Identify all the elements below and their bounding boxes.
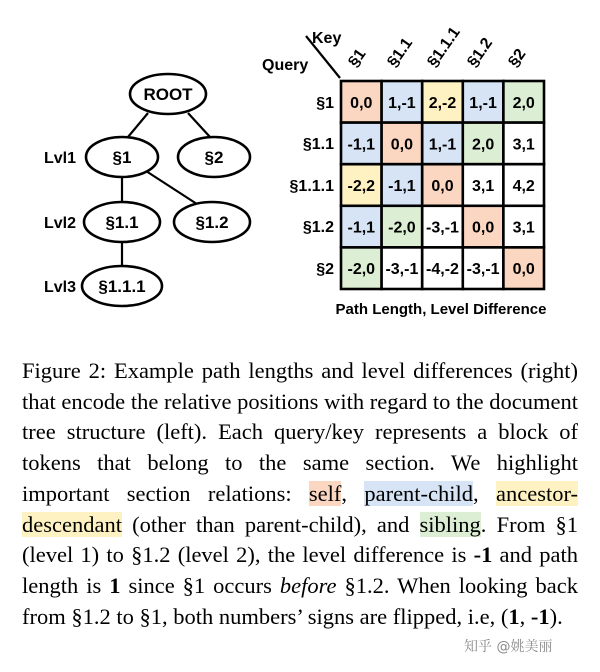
highlight-ancestor-descendant: ancestor-descendant — [22, 480, 579, 537]
matrix-cell — [463, 247, 504, 289]
caption-bold-level-diff: -1 — [473, 542, 493, 568]
matrix-cell-value: -1,1 — [347, 136, 376, 154]
matrix-cell — [463, 206, 504, 248]
matrix-cell-value: 1,-1 — [388, 94, 416, 112]
tree-node-s2 — [178, 137, 250, 177]
matrix-cell-value: 3,1 — [512, 219, 535, 237]
tree-node-s1 — [86, 137, 158, 177]
matrix-cell-value: -1,1 — [347, 219, 376, 237]
matrix-cell-value: 1,-1 — [428, 136, 457, 154]
tree-nodes — [82, 74, 250, 306]
matrix-cell — [463, 123, 504, 165]
level-label-3: Lvl3 — [44, 279, 77, 296]
matrix-cell-value: 2,0 — [512, 94, 535, 112]
matrix-cell — [503, 164, 544, 206]
level-label-1: Lvl1 — [44, 150, 77, 167]
caption-text-7: , — [519, 603, 531, 629]
matrix-cell — [463, 164, 504, 206]
caption-bold-flipped-1: 1 — [508, 603, 520, 629]
tree-node-s12-label: §1.2 — [195, 213, 229, 232]
row-header: §2 — [316, 261, 334, 278]
level-label-2: Lvl2 — [44, 215, 77, 232]
tree-node-s111-label: §1.1.1 — [98, 277, 146, 296]
matrix-cell-value: -1,1 — [388, 178, 416, 195]
column-header: §1.2 — [464, 35, 497, 71]
matrix-cell-value: 4,2 — [512, 178, 535, 195]
caption-paragraph — [22, 356, 578, 632]
tree-node-root — [130, 74, 206, 114]
column-header: §1 — [345, 45, 370, 71]
caption-text-4: and path length is — [22, 542, 578, 598]
row-header: §1.1 — [302, 136, 334, 153]
matrix-corner — [262, 30, 341, 78]
matrix-cell-value: -2,0 — [347, 261, 376, 279]
caption-text-8: ). — [549, 603, 563, 629]
corner-key-label: Key — [312, 30, 342, 47]
matrix-cell — [422, 247, 463, 289]
matrix-cell-value: 2,-2 — [428, 94, 457, 112]
row-header: §1 — [316, 95, 334, 112]
caption-bold-flipped-2: -1 — [530, 603, 550, 629]
tree-node-s111 — [82, 266, 162, 306]
matrix-cell — [463, 81, 504, 123]
matrix-cells — [341, 81, 544, 289]
matrix-cell-value: 3,1 — [512, 136, 535, 154]
edge-root-s2 — [188, 113, 210, 137]
highlight-sibling: sibling — [419, 511, 481, 537]
matrix-cell — [382, 247, 423, 289]
matrix-cell-value: -2,2 — [347, 178, 376, 195]
matrix-cell — [503, 247, 544, 289]
highlight-self: self — [308, 480, 342, 506]
caption-text-6: §1.2. When looking back from §1.2 to §1, both numbers’ signs are flipped, i.e, ( — [22, 572, 578, 629]
matrix-cell — [503, 123, 544, 165]
row-header: §1.1.1 — [289, 178, 334, 195]
caption-text-5: since §1 occurs — [120, 572, 280, 598]
matrix-row-headers — [290, 95, 335, 278]
highlight-parent-child: parent-child — [364, 480, 474, 506]
matrix-caption: Path Length, Level Difference — [335, 301, 547, 318]
matrix-cell-value: 0,0 — [350, 94, 373, 112]
matrix-cell-value: 0,0 — [512, 261, 535, 279]
matrix-cell — [382, 206, 423, 248]
caption-bold-path-length: 1 — [109, 572, 121, 598]
matrix-cell-value: -3,-1 — [466, 261, 500, 279]
matrix-column-headers — [345, 24, 529, 70]
caption-text-2: (other than parent-child), and — [121, 511, 420, 537]
figure-2 — [0, 0, 600, 330]
matrix-cell-value: 0,0 — [431, 178, 454, 195]
edge-root-s1 — [128, 113, 148, 137]
matrix-cell — [341, 81, 382, 123]
tree-node-s11-label: §1.1 — [105, 213, 139, 232]
matrix-cell-value: -4,-2 — [426, 261, 459, 279]
caption-sep-1: , — [341, 480, 365, 506]
caption-sep-2: , — [473, 480, 496, 506]
matrix-cell-value: -3,-1 — [426, 219, 459, 237]
figure-caption — [22, 356, 578, 632]
caption-text-1: Figure 2: Example path lengths and level differences (right) that encode the relative positions with regard to the document tree structure (left). Each query/key represents a block of tokens that belong to the same section. We highlight important section relations: — [22, 358, 578, 506]
tree-node-s12 — [174, 202, 250, 242]
matrix-cell-value: 1,-1 — [469, 94, 497, 112]
matrix-cell — [503, 206, 544, 248]
tree-node-s2-label: §2 — [204, 148, 224, 167]
matrix-cell — [382, 123, 423, 165]
matrix-cell-value: -3,-1 — [385, 261, 419, 279]
matrix-cell — [422, 81, 463, 123]
watermark: 知乎 @姚美丽 — [464, 639, 553, 655]
caption-text-3: . From §1 (level 1) to §1.2 (level 2), the level difference is — [22, 511, 578, 568]
level-labels — [44, 150, 76, 296]
matrix-cell-value: 0,0 — [390, 136, 414, 154]
matrix-cell-value: 0,0 — [471, 219, 495, 237]
row-header: §1.2 — [302, 219, 334, 236]
tree-node-s11 — [84, 202, 160, 242]
tree-node-s1-label: §1 — [112, 148, 132, 167]
matrix-cell-value: 3,1 — [471, 178, 495, 195]
matrix-cell — [422, 123, 463, 165]
matrix-cell — [341, 206, 382, 248]
column-header: §1.1 — [384, 35, 417, 71]
corner-query-label: Query — [262, 57, 309, 74]
caption-emphasis-before: before — [279, 572, 337, 598]
matrix-cell — [382, 164, 423, 206]
matrix-cell-value: -2,0 — [388, 219, 416, 237]
matrix-cell-value: 2,0 — [471, 136, 495, 154]
column-header: §1.1.1 — [424, 24, 464, 71]
matrix-cell — [503, 81, 544, 123]
column-header: §2 — [505, 45, 530, 71]
matrix-cell — [422, 164, 463, 206]
matrix-cell — [341, 247, 382, 289]
matrix-cell — [422, 206, 463, 248]
matrix-cell — [341, 164, 382, 206]
edge-s1-s12 — [146, 171, 200, 206]
tree-edges — [122, 113, 210, 266]
tree-node-root-label: ROOT — [143, 85, 193, 104]
matrix-cell — [382, 81, 423, 123]
matrix-cell — [341, 123, 382, 165]
